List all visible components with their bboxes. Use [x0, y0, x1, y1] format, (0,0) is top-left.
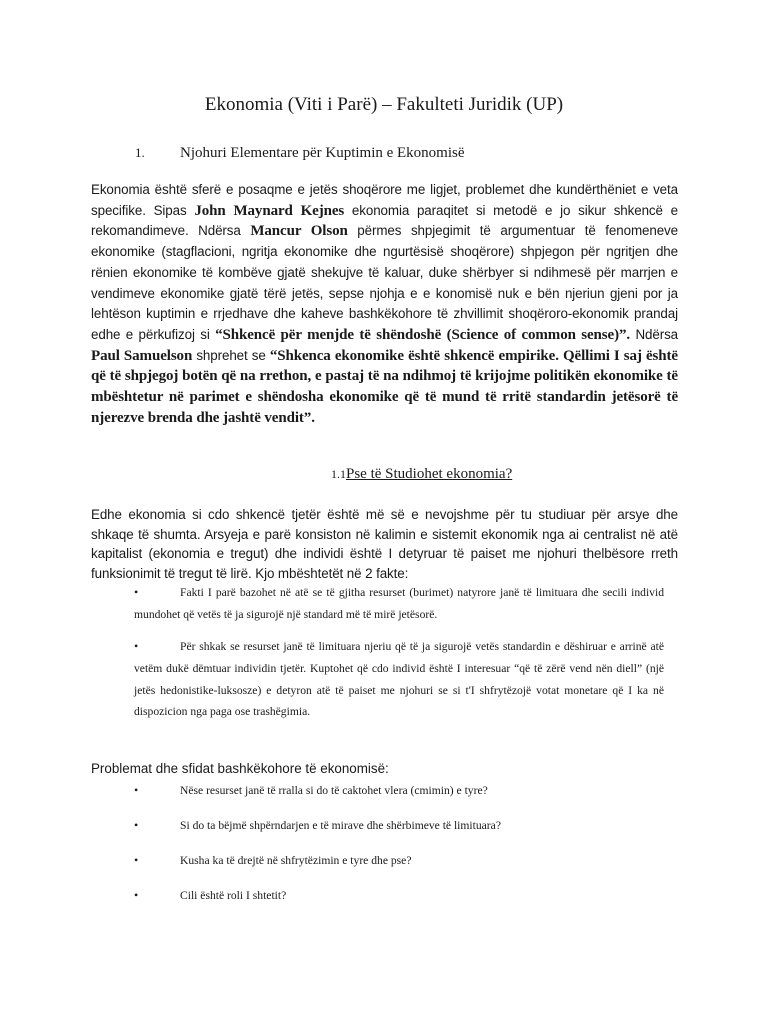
- problem-list-item: [134, 815, 664, 837]
- definition-quote: “Shkencë për menjde të shëndoshë (Science of common sense)”.: [215, 326, 631, 343]
- samuelson-quote: “Shkenca ekonomike është shkencë empirike. Qëllimi I saj është që të shpjegoj botën që na rrethon, e pastaj të na ndihmoj të krijojme politikën ekonomike të mbështetur në parimet e shëndosha ekonomike që të mund të rritë standardin jetësorë të njerezve brenda dhe jashtë vendit”.: [91, 347, 678, 426]
- list-item-text: Fakti I parë bazohet në atë se të gjitha resurset (burimet) natyrore janë të limituara dhe secili individ mundohet që vetës të ja sigurojë një standard më të mirë jetësorë.: [134, 586, 664, 621]
- author-name-kejnes: John Maynard Kejnes: [194, 202, 345, 219]
- section-heading-1: [135, 145, 465, 162]
- author-name-samuelson: Paul Samuelson: [91, 347, 193, 364]
- list-item-text: Për shkak se resurset janë të limituara njeriu që të ja sigurojë vetës standardin e dëshiruar e arrinë atë vetëm dukë dëmtuar individin tjetër. Kuptohet që cdo individ është I interesuar “që të zërë vend nën diell” (një jetës hedonistike-luksosze) e detyron atë të paiset me njohuri se si t'I shfrytëzojë votat monetare që I ka në dispozicion nga paga ose trashëgimia.: [134, 640, 664, 719]
- text-run: ekonomia paraqitet si metodë e jo sikur shkencë e rekomandimeve. Ndërsa: [91, 202, 678, 239]
- document-title: Ekonomia (Viti i Parë) – Fakulteti Juridik (UP): [204, 94, 564, 115]
- fact-list-item: [134, 582, 664, 625]
- text-run: përmes shpjegimit të argumentuar të fenomeneve ekonomike (stagflacioni, ngritja ekonomike dhe ngurtësisë shoqërore) shpjegon për ngritjen dhe rënien ekonomike të kombëve gjatë shekujve të kaluar, duke shërbyer si ndihmesë për marrjen e vendimeve ekonomike gjatë tërë jetës, sepse njohja e e konomisë nuk e bën njeriun gjeni por ja lehtëson kuptimin e rrjedhave dhe kaheve bashkëkohore të zhvillimit shoqëroro-ekonomik prandaj edhe e përkufizoj si: [91, 223, 678, 342]
- section-heading-1-1: [331, 466, 512, 483]
- text-run: Ndërsa: [630, 326, 679, 342]
- bullet-icon: •: [134, 639, 139, 653]
- bullet-icon: •: [134, 585, 139, 599]
- bullet-icon: •: [134, 783, 139, 797]
- problems-heading: Problemat dhe sfidat bashkëkohore të ekonomisë:: [91, 761, 389, 776]
- problem-list-item: [134, 885, 664, 907]
- list-item-text: Si do ta bëjmë shpërndarjen e të mirave dhe shërbimeve të limituara?: [180, 819, 501, 832]
- author-name-olson: Mancur Olson: [250, 223, 348, 240]
- list-item-text: Cili është roli I shtetit?: [180, 889, 287, 902]
- bullet-icon: •: [134, 818, 139, 832]
- bullet-icon: •: [134, 853, 139, 867]
- why-study-paragraph: Edhe ekonomia si cdo shkencë tjetër është më së e nevojshme për tu studiuar për arsye dhe shkaqe të shumta. Arsyeja e parë konsiston në kalimin e sistemit ekonomik nga ai centralist në atë kapitalist (ekonomia e tregut) dhe individi është I detyruar të paiset me njohuri thelbësore rreth funksionimit të tregut të lirë. Kjo mbështetët në 2 fakte:: [91, 507, 678, 581]
- list-item-text: Kusha ka të drejtë në shfrytëzimin e tyre dhe pse?: [180, 854, 412, 867]
- text-run: Ekonomia është sferë e posaqme e jetës shoqërore me ligjet, problemet dhe kundërthëniet e veta specifike. Sipas: [91, 182, 678, 218]
- bullet-icon: •: [134, 888, 139, 902]
- list-item-text: Nëse resurset janë të rralla si do të caktohet vlera (cmimin) e tyre?: [180, 784, 488, 797]
- subsection-title: Pse të Studiohet ekonomia?: [346, 466, 513, 482]
- problem-list-item: [134, 780, 664, 802]
- text-run: shprehet se: [192, 347, 270, 363]
- intro-paragraph: [91, 180, 678, 428]
- subsection-number: 1.1: [331, 467, 346, 481]
- fact-list-item: [134, 636, 664, 723]
- section-number: 1.: [135, 145, 145, 160]
- problem-list-item: [134, 850, 664, 872]
- section-title: Njohuri Elementare për Kuptimin e Ekonomisë: [180, 145, 465, 161]
